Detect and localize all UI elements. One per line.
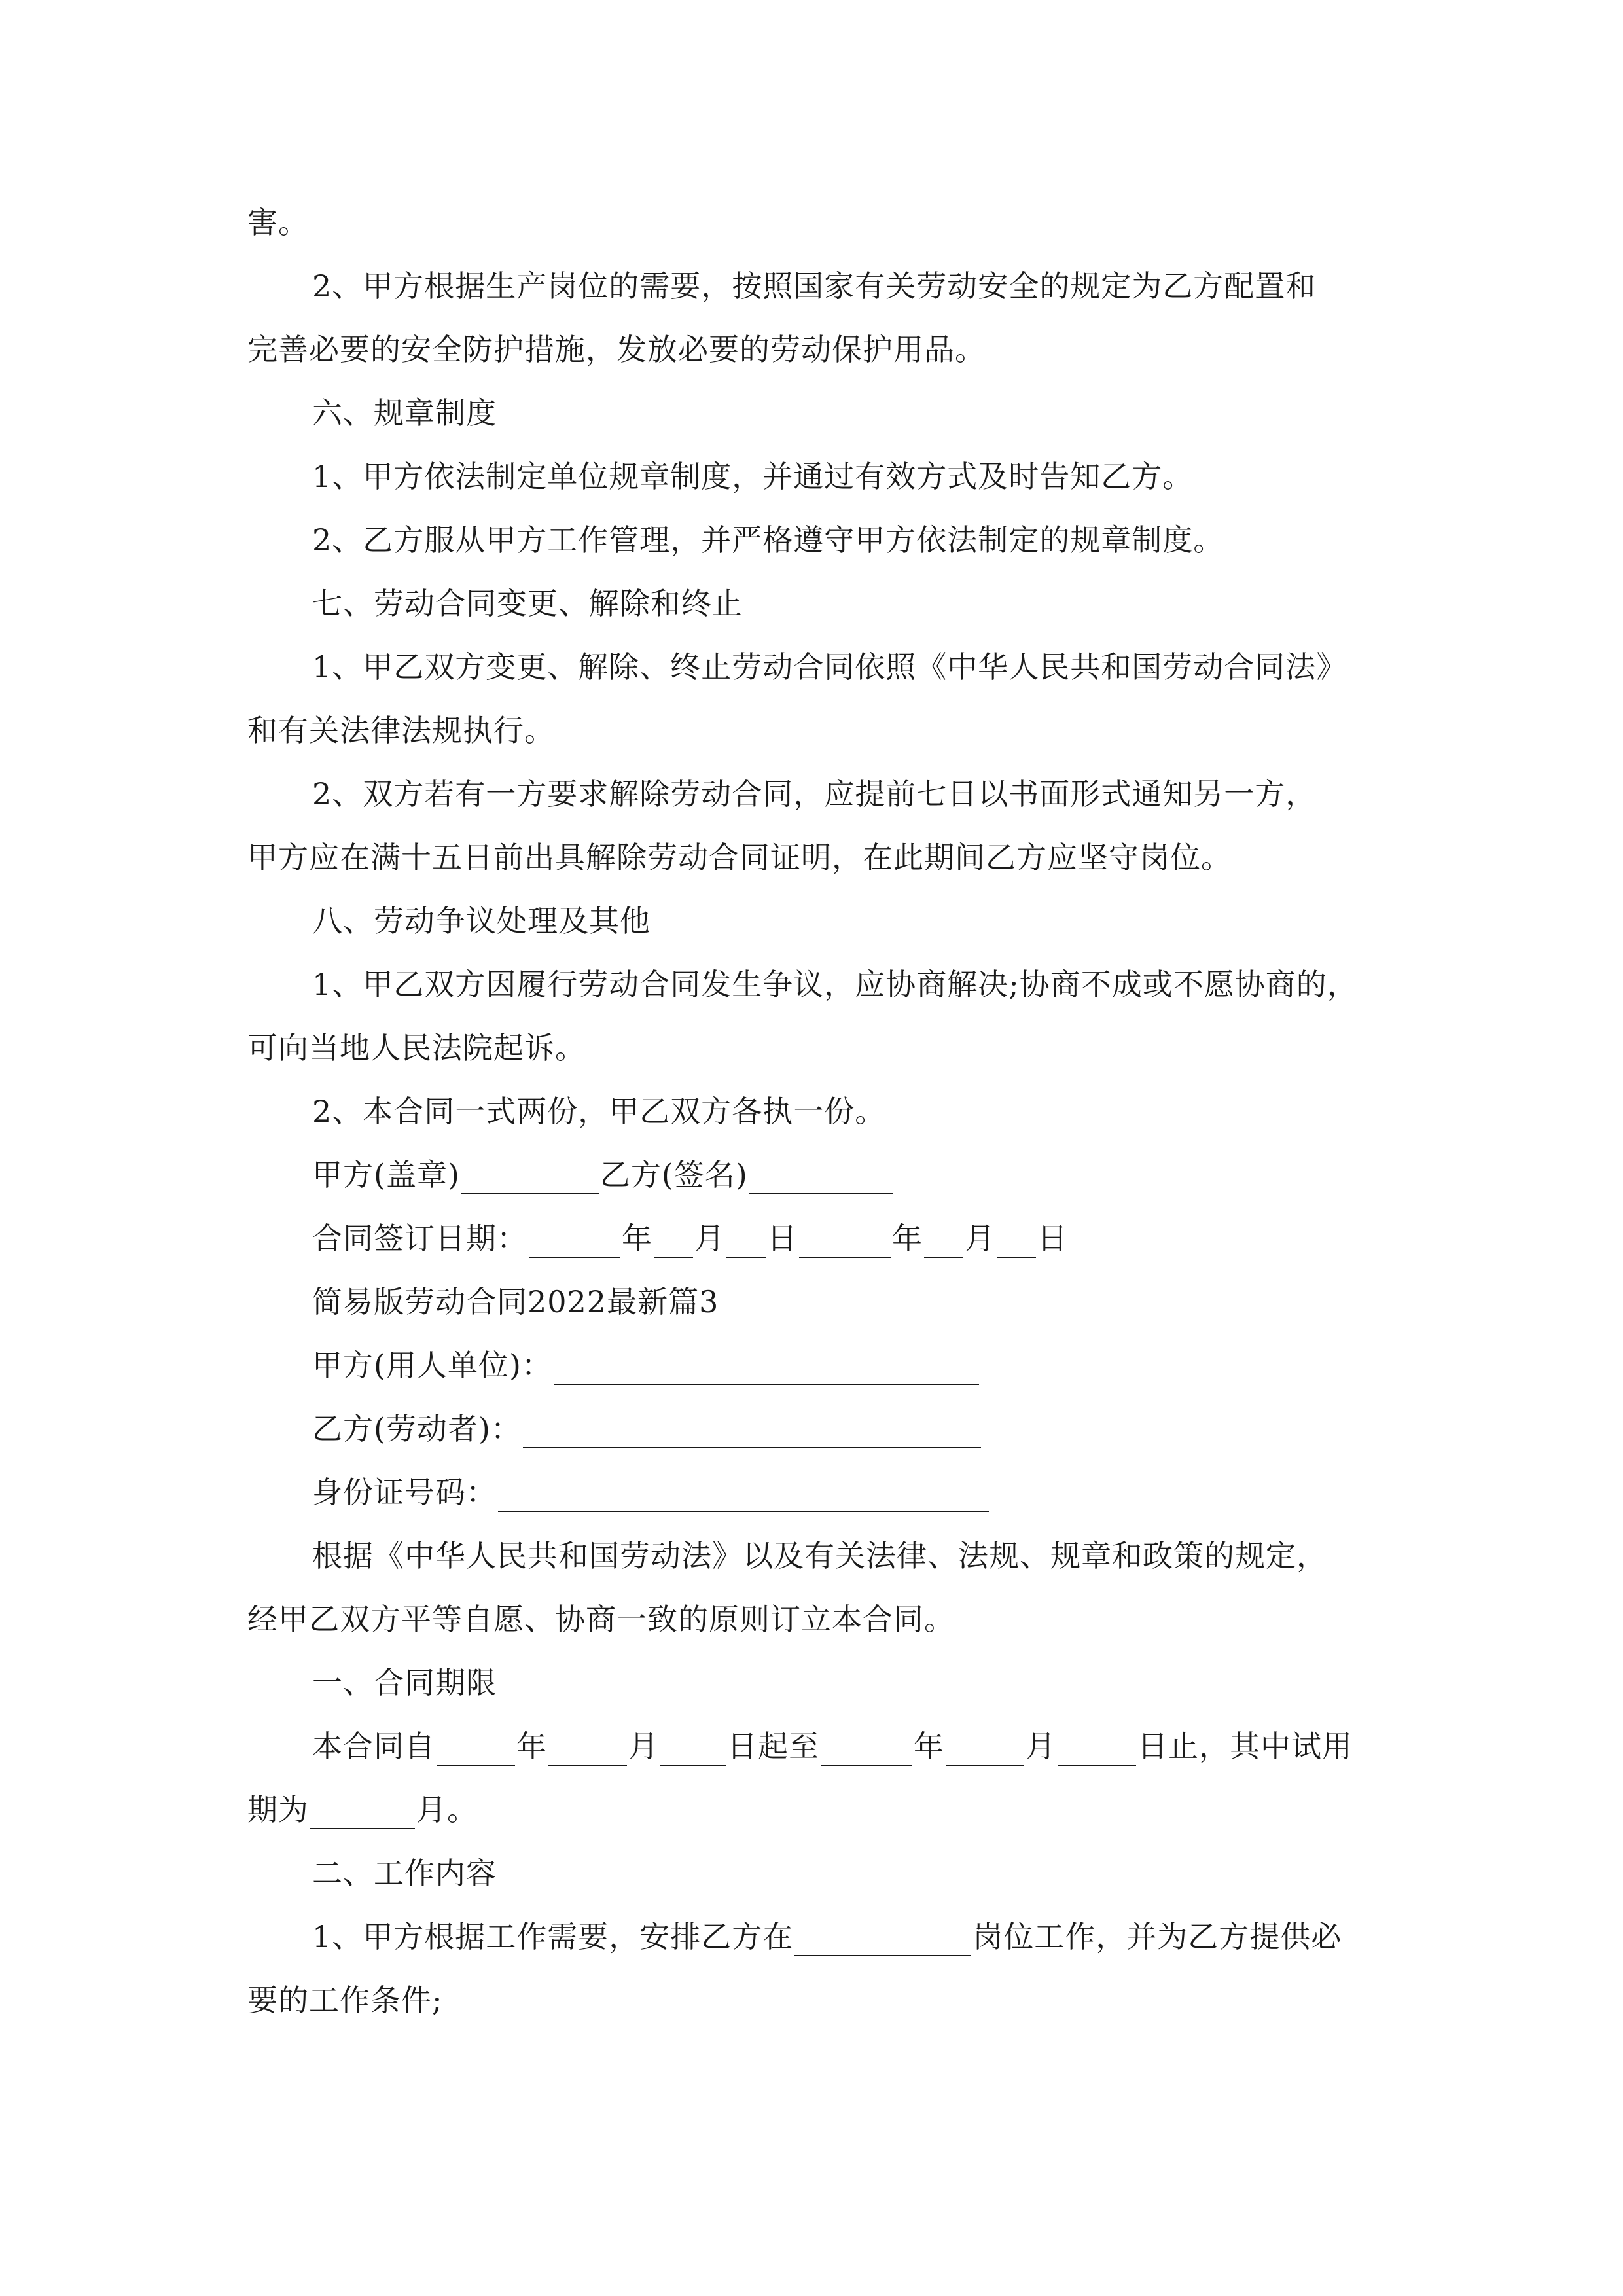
paragraph-line: 1、甲乙双方因履行劳动合同发生争议，应协商解决;协商不成或不愿协商的， (312, 967, 1358, 1002)
party-a-seal-label: 甲方(盖章) (312, 1157, 460, 1193)
paragraph-line: 2、本合同一式两份，甲乙双方各执一份。 (312, 1094, 886, 1129)
paragraph-line: 1、甲方依法制定单位规章制度，并通过有效方式及时告知乙方。 (312, 459, 1194, 494)
sign-date-label: 合同签订日期： (312, 1221, 527, 1256)
end-day-blank[interactable] (1058, 1733, 1136, 1766)
month-label: 月 (965, 1221, 995, 1256)
paragraph-line: 害。 (247, 205, 309, 240)
employer-blank[interactable] (554, 1352, 979, 1385)
id-field-line (312, 1473, 1451, 1512)
paragraph-line: 根据《中华人民共和国劳动法》以及有关法律、法规、规章和政策的规定， (312, 1538, 1327, 1573)
start-month-blank[interactable] (548, 1733, 627, 1766)
section-heading: 七、劳动合同变更、解除和终止 (312, 586, 743, 621)
end-year-blank[interactable] (821, 1733, 912, 1766)
month-label: 月 (1026, 1729, 1056, 1764)
day-blank[interactable] (726, 1225, 766, 1258)
section-title: 简易版劳动合同2022最新篇3 (312, 1284, 719, 1319)
signature-line (312, 1155, 1451, 1194)
start-year-blank[interactable] (437, 1733, 515, 1766)
section-heading: 二、工作内容 (312, 1856, 497, 1891)
worker-blank[interactable] (523, 1416, 981, 1448)
month-label: 月 (694, 1221, 725, 1256)
paragraph-line: 完善必要的安全防护措施，发放必要的劳动保护用品。 (247, 332, 986, 367)
probation-blank[interactable] (310, 1797, 415, 1829)
worker-field-line (312, 1409, 1451, 1448)
paragraph-line: 经甲乙双方平等自愿、协商一致的原则订立本合同。 (247, 1602, 955, 1637)
year-label: 年 (914, 1729, 944, 1764)
paragraph-line: 2、双方若有一方要求解除劳动合同，应提前七日以书面形式通知另一方， (312, 776, 1317, 812)
paragraph-line: 1、甲乙双方变更、解除、终止劳动合同依照《中华人民共和国劳动合同法》 (312, 649, 1347, 685)
party-a-seal-blank[interactable] (461, 1162, 599, 1194)
sign-date-line (312, 1219, 1451, 1258)
party-b-sign-label: 乙方(签名) (599, 1157, 748, 1193)
probation-suffix: 月。 (416, 1792, 478, 1827)
year-label: 年 (892, 1221, 923, 1256)
end-month-blank[interactable] (946, 1733, 1024, 1766)
day-blank[interactable] (997, 1225, 1036, 1258)
probation-prefix: 期为 (247, 1792, 309, 1827)
paragraph-line: 2、甲方根据生产岗位的需要，按照国家有关劳动安全的规定为乙方配置和 (312, 268, 1317, 304)
paragraph-line: 可向当地人民法院起诉。 (247, 1030, 586, 1066)
work-suffix: 岗位工作，并为乙方提供必 (972, 1919, 1342, 1954)
year-label: 年 (516, 1729, 547, 1764)
term-prefix: 本合同自 (312, 1729, 435, 1764)
paragraph-line: 要的工作条件; (247, 1982, 443, 2018)
year-label: 年 (622, 1221, 652, 1256)
paragraph-line: 和有关法律法规执行。 (247, 713, 555, 748)
year-blank[interactable] (799, 1225, 891, 1258)
party-b-sign-blank[interactable] (749, 1162, 893, 1194)
worker-label: 乙方(劳动者)： (312, 1411, 522, 1446)
probation-line (247, 1790, 1386, 1829)
section-heading: 八、劳动争议处理及其他 (312, 903, 651, 939)
month-blank[interactable] (924, 1225, 963, 1258)
term-to: 日止，其中试用 (1137, 1729, 1353, 1764)
day-label: 日 (767, 1221, 798, 1256)
work-line (312, 1917, 1451, 1956)
section-heading: 一、合同期限 (312, 1665, 497, 1700)
id-label: 身份证号码： (312, 1475, 497, 1510)
section-heading: 六、规章制度 (312, 395, 497, 431)
start-day-blank[interactable] (660, 1733, 726, 1766)
paragraph-line: 甲方应在满十五日前出具解除劳动合同证明，在此期间乙方应坚守岗位。 (247, 840, 1232, 875)
employer-label: 甲方(用人单位)： (312, 1348, 552, 1383)
work-prefix: 1、甲方根据工作需要，安排乙方在 (312, 1919, 794, 1954)
day-label: 日 (1037, 1221, 1068, 1256)
employer-field-line (312, 1346, 1451, 1385)
month-label: 月 (628, 1729, 659, 1764)
term-line (312, 1727, 1451, 1766)
id-blank[interactable] (498, 1479, 989, 1512)
month-blank[interactable] (654, 1225, 693, 1258)
paragraph-line: 2、乙方服从甲方工作管理，并严格遵守甲方依法制定的规章制度。 (312, 522, 1224, 558)
position-blank[interactable] (794, 1924, 971, 1956)
year-blank[interactable] (529, 1225, 620, 1258)
term-from: 日起至 (727, 1729, 819, 1764)
